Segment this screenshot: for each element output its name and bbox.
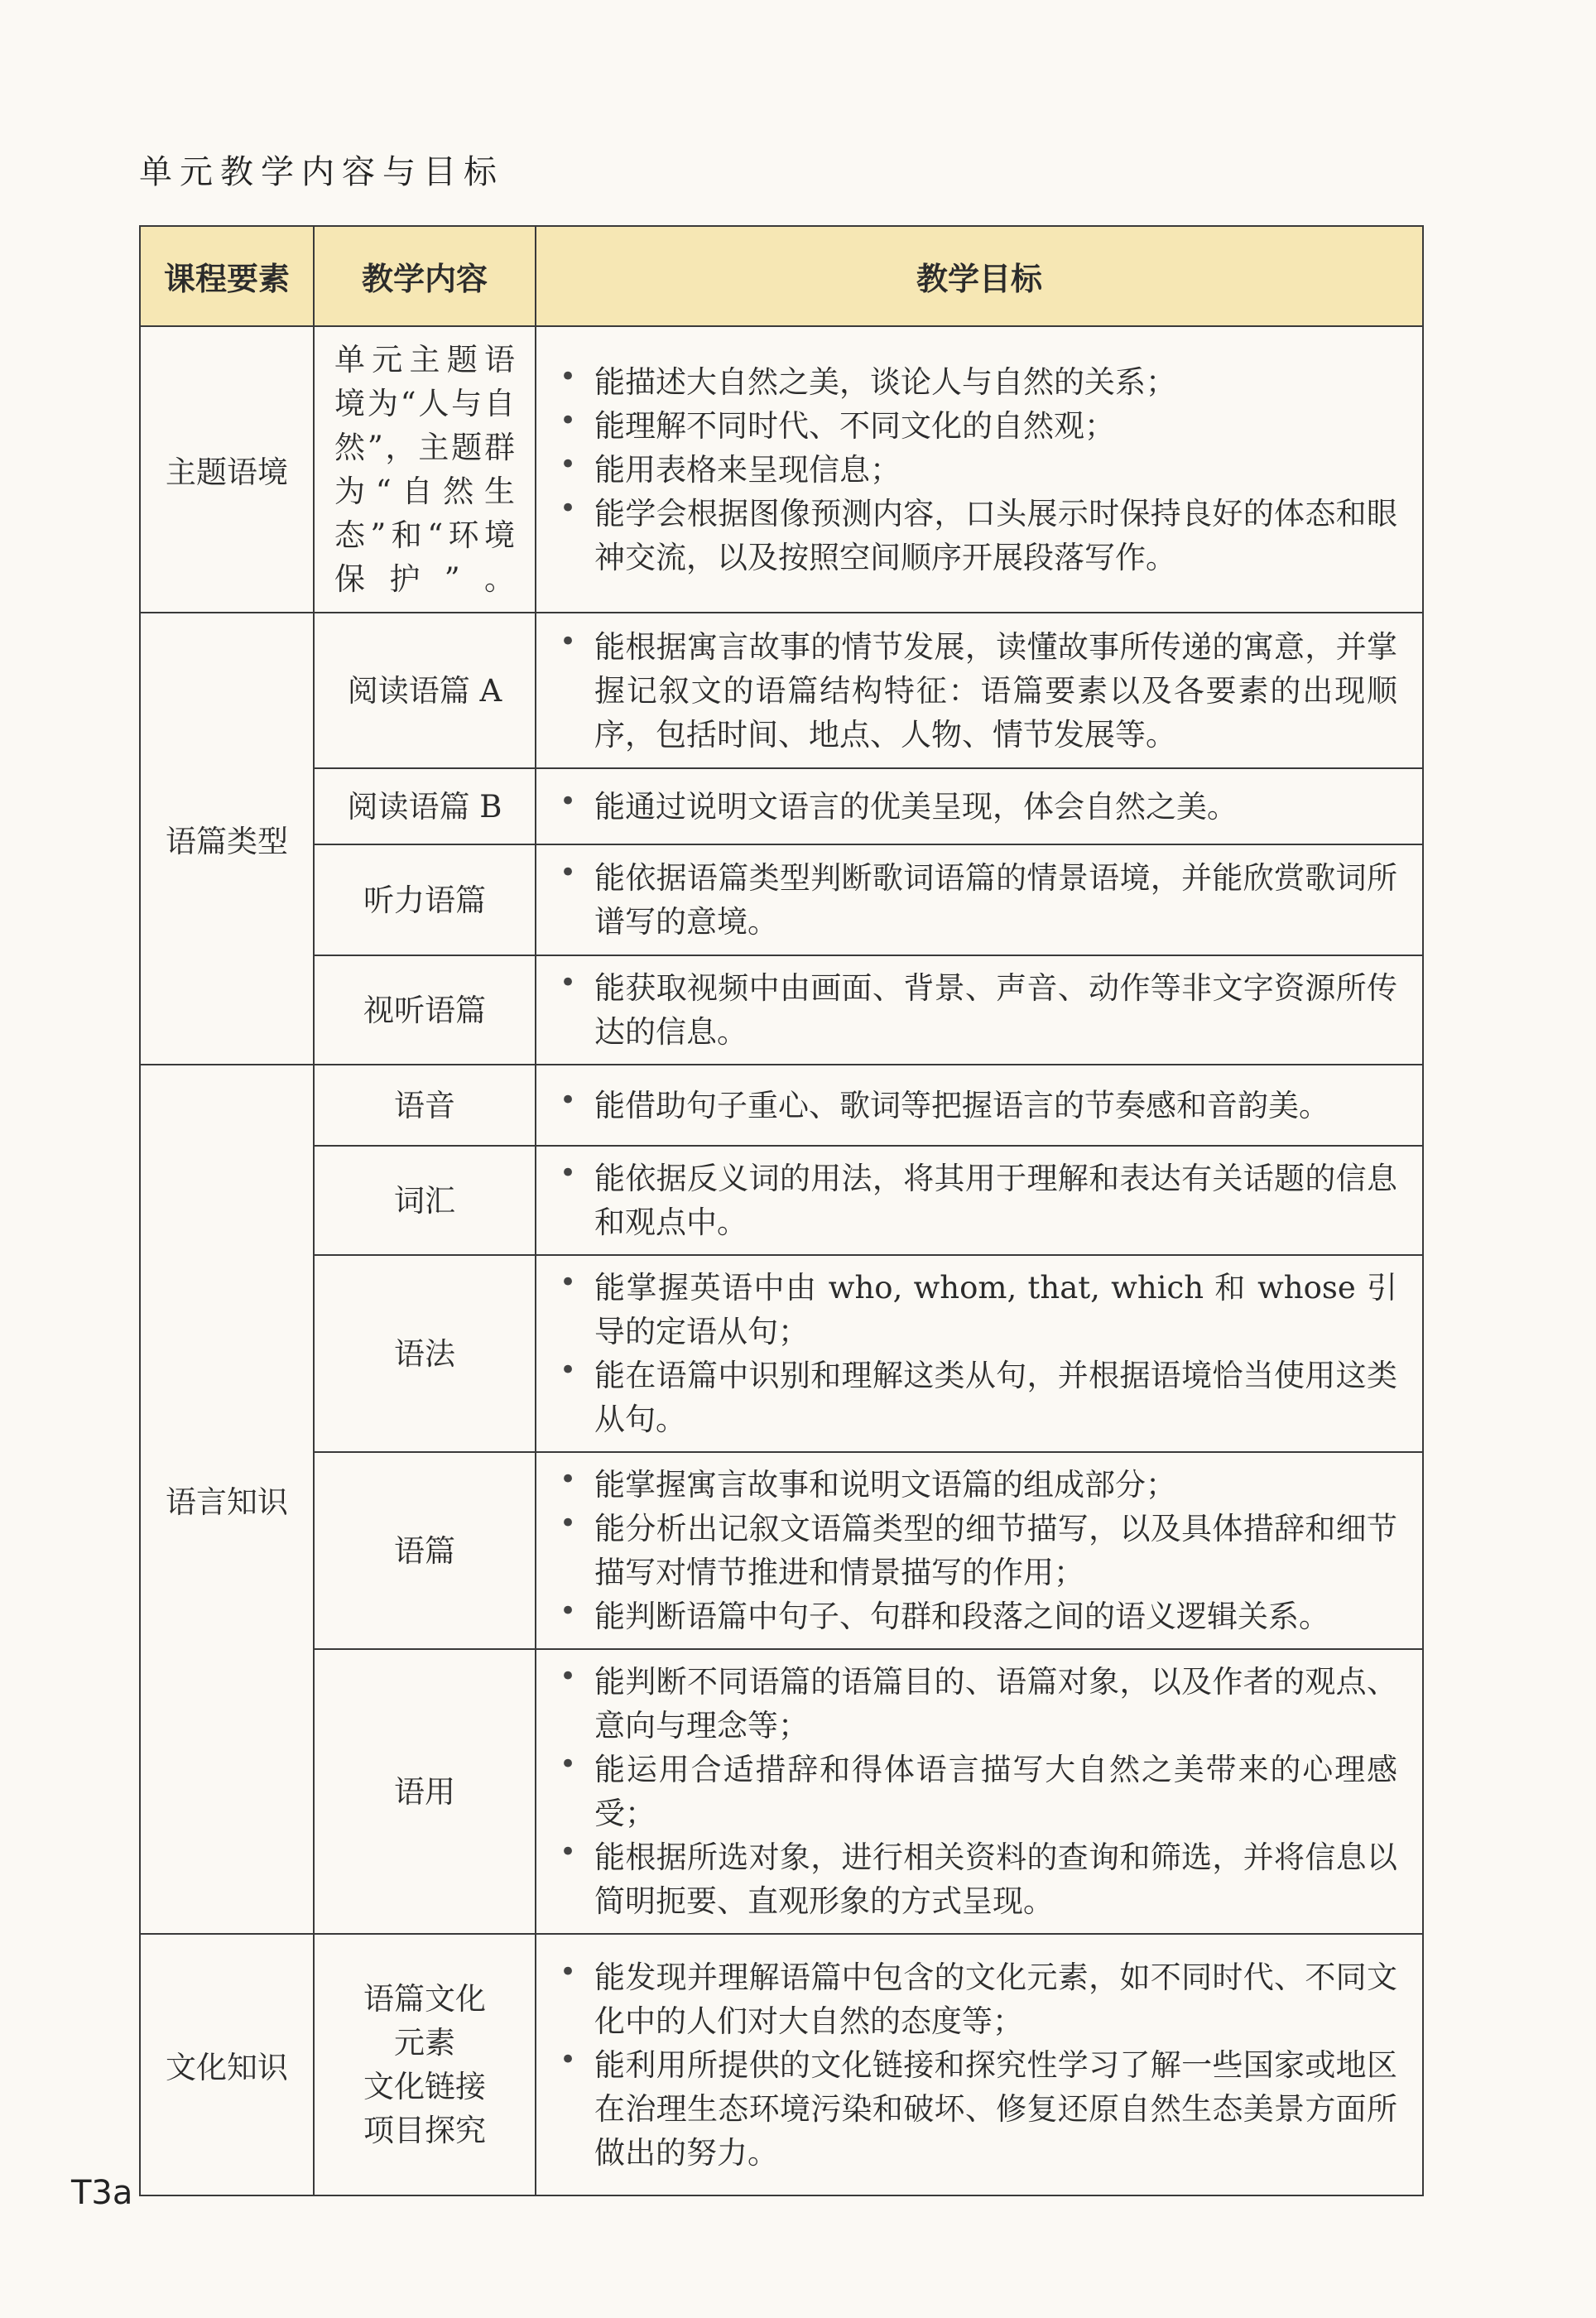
element-cell: 语言知识 xyxy=(140,1065,314,1934)
goals-list xyxy=(556,360,1397,580)
header-teaching-goals: 教学目标 xyxy=(536,226,1423,326)
page-number: T3a xyxy=(71,2174,133,2212)
goal-item: • 能理解不同时代、不同文化的自然观； xyxy=(556,404,1397,448)
goal-item: • 能描述大自然之美，谈论人与自然的关系； xyxy=(556,360,1397,404)
goals-cell xyxy=(536,1934,1423,2195)
content-cell: 语法 xyxy=(314,1255,536,1452)
content-line: 文化链接 xyxy=(363,2069,486,2104)
content-line: 语篇文化 xyxy=(363,1981,486,2017)
table-row xyxy=(140,768,1423,844)
table-row xyxy=(140,955,1423,1065)
goal-item: • 能依据语篇类型判断歌词语篇的情景语境，并能欣赏歌词所谱写的意境。 xyxy=(556,856,1397,944)
goal-item: • 能用表格来呈现信息； xyxy=(556,448,1397,492)
goals-cell xyxy=(536,1146,1423,1255)
goal-item: • 能通过说明文语言的优美呈现，体会自然之美。 xyxy=(556,785,1397,829)
goals-list xyxy=(556,1463,1397,1638)
goal-item: • 能根据寓言故事的情节发展，读懂故事所传递的寓意，并掌握记叙文的语篇结构特征：语篇要素以及各要素的出现顺序，包括时间、地点、人物、情节发展等。 xyxy=(556,625,1397,757)
table-row xyxy=(140,1146,1423,1255)
content-cell xyxy=(314,1934,536,2195)
goals-list xyxy=(556,1955,1397,2175)
goals-cell xyxy=(536,326,1423,613)
goal-item: • 能判断不同语篇的语篇目的、语篇对象，以及作者的观点、意向与理念等； xyxy=(556,1660,1397,1748)
goal-item: • 能分析出记叙文语篇类型的细节描写，以及具体措辞和细节描写对情节推进和情景描写的作用； xyxy=(556,1507,1397,1594)
goal-item: • 能根据所选对象，进行相关资料的查询和筛选，并将信息以简明扼要、直观形象的方式呈现。 xyxy=(556,1835,1397,1923)
goals-list xyxy=(556,966,1397,1054)
goals-list xyxy=(556,856,1397,944)
goal-item: • 能获取视频中由画面、背景、声音、动作等非文字资源所传达的信息。 xyxy=(556,966,1397,1054)
table-row xyxy=(140,326,1423,613)
content-cell: 听力语篇 xyxy=(314,844,536,955)
goal-item: • 能学会根据图像预测内容，口头展示时保持良好的体态和眼神交流，以及按照空间顺序开展段落写作。 xyxy=(556,492,1397,580)
content-line: 项目探究 xyxy=(363,2113,486,2148)
goal-item: • 能利用所提供的文化链接和探究性学习了解一些国家或地区在治理生态环境污染和破坏、修复还原自然生态美景方面所做出的努力。 xyxy=(556,2043,1397,2175)
header-course-elements: 课程要素 xyxy=(140,226,314,326)
table-header-row xyxy=(140,226,1423,326)
goals-list xyxy=(556,1157,1397,1244)
goals-list xyxy=(556,785,1397,829)
content-cell: 语篇 xyxy=(314,1452,536,1649)
table-row xyxy=(140,844,1423,955)
goal-item: • 能掌握寓言故事和说明文语篇的组成部分； xyxy=(556,1463,1397,1507)
content-line: 元素 xyxy=(394,2025,455,2061)
goal-item: • 能掌握英语中由 who, whom, that, which 和 whose 引导的定语从句； xyxy=(556,1266,1397,1354)
goal-item: • 能依据反义词的用法，将其用于理解和表达有关话题的信息和观点中。 xyxy=(556,1157,1397,1244)
content-cell: 语用 xyxy=(314,1649,536,1934)
table-row xyxy=(140,1934,1423,2195)
content-cell: 单元主题语境为“人与自然”，主题群为“自然生态”和“环境保护”。 xyxy=(314,326,536,613)
goals-list xyxy=(556,625,1397,757)
element-cell: 文化知识 xyxy=(140,1934,314,2195)
goals-cell xyxy=(536,1452,1423,1649)
goals-cell xyxy=(536,1649,1423,1934)
goals-cell xyxy=(536,1255,1423,1452)
content-cell: 语音 xyxy=(314,1065,536,1146)
page-title: 单元教学内容与目标 xyxy=(139,153,504,191)
element-cell: 主题语境 xyxy=(140,326,314,613)
goals-cell xyxy=(536,955,1423,1065)
goal-item: • 能运用合适措辞和得体语言描写大自然之美带来的心理感受； xyxy=(556,1748,1397,1835)
header-teaching-content: 教学内容 xyxy=(314,226,536,326)
goal-item: • 能判断语篇中句子、句群和段落之间的语义逻辑关系。 xyxy=(556,1594,1397,1638)
content-cell: 视听语篇 xyxy=(314,955,536,1065)
content-cell: 词汇 xyxy=(314,1146,536,1255)
table-row xyxy=(140,1452,1423,1649)
table-row xyxy=(140,1065,1423,1146)
content-cell: 阅读语篇 B xyxy=(314,768,536,844)
goals-cell xyxy=(536,768,1423,844)
goals-cell xyxy=(536,613,1423,768)
goal-item: • 能发现并理解语篇中包含的文化元素，如不同时代、不同文化中的人们对大自然的态度等； xyxy=(556,1955,1397,2043)
table-row xyxy=(140,1255,1423,1452)
goals-list xyxy=(556,1084,1397,1128)
teaching-goals-table xyxy=(139,225,1424,2196)
goals-cell xyxy=(536,1065,1423,1146)
goal-item: • 能在语篇中识别和理解这类从句，并根据语境恰当使用这类从句。 xyxy=(556,1354,1397,1441)
goals-list xyxy=(556,1266,1397,1441)
element-cell: 语篇类型 xyxy=(140,613,314,1065)
content-cell: 阅读语篇 A xyxy=(314,613,536,768)
goals-list xyxy=(556,1660,1397,1923)
goal-item: • 能借助句子重心、歌词等把握语言的节奏感和音韵美。 xyxy=(556,1084,1397,1128)
goals-cell xyxy=(536,844,1423,955)
table-row xyxy=(140,1649,1423,1934)
table-row xyxy=(140,613,1423,768)
